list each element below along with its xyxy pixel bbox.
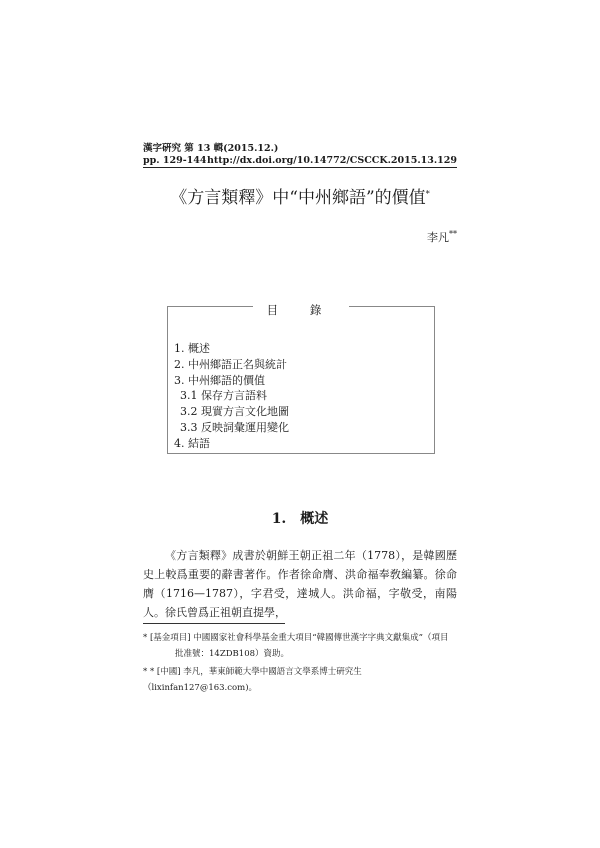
title-text: 《方言類釋》中“中州鄉語”的價值 xyxy=(170,188,426,208)
toc-list xyxy=(174,341,289,452)
body-paragraph: 《方言類釋》成書於朝鮮王朝正祖二年（1778），是韓國歷史上較爲重要的辭書著作。作者徐命膺、洪命福奉敎編纂。徐命膺（1716—1787），字君受，達城人。洪命福，字敬受，南陽人。徐氏曾爲正祖朝直提學， xyxy=(143,549,457,619)
toc-heading: 目 錄 xyxy=(253,303,350,317)
title-footnote-mark[interactable]: * xyxy=(425,189,430,199)
article-title xyxy=(143,183,457,208)
header-rule xyxy=(143,167,457,168)
author-footnote-mark[interactable]: ** xyxy=(449,229,457,239)
footnote-author xyxy=(143,664,459,696)
toc-subitem[interactable]: 3.2 現實方言文化地圖 xyxy=(180,405,289,419)
toc-item[interactable]: 3. 中州鄉語的價值 xyxy=(174,373,265,387)
toc-subitem[interactable]: 3.3 反映詞彙運用變化 xyxy=(180,420,289,434)
doi-link[interactable]: http://dx.doi.org/10.14772/CSCCK.2015.13.129 xyxy=(207,155,457,166)
toc-item[interactable]: 2. 中州鄉語正名與統計 xyxy=(174,357,287,371)
table-of-contents xyxy=(167,303,435,454)
toc-heading-wrap xyxy=(168,299,434,318)
footnote-line: * [基金項目] 中國國家社會科學基金重大項目“韓國傳世漢字字典文獻集成”（項目 xyxy=(143,633,449,643)
section-heading: 1. 概述 xyxy=(271,511,329,527)
footnote-funding xyxy=(143,630,459,662)
footnote-line: 批准號：14ZDB108）資助。 xyxy=(175,649,290,659)
author-name: 李凡 xyxy=(427,231,449,244)
journal-info: 漢字硏究 第 13 輯(2015.12.) xyxy=(143,143,279,154)
toc-item[interactable]: 4. 結語 xyxy=(174,436,210,450)
author xyxy=(427,229,457,245)
footnote-line: * * [中國] 李凡，華東師範大學中國語言文學系博士硏究生（lixinfan127@163.com)。 xyxy=(143,667,362,693)
toc-subitem[interactable]: 3.1 保存方言語料 xyxy=(180,389,267,403)
footnote-rule xyxy=(143,623,285,624)
toc-item[interactable]: 1. 概述 xyxy=(174,342,210,355)
page-range: pp. 129-144 xyxy=(143,155,207,166)
